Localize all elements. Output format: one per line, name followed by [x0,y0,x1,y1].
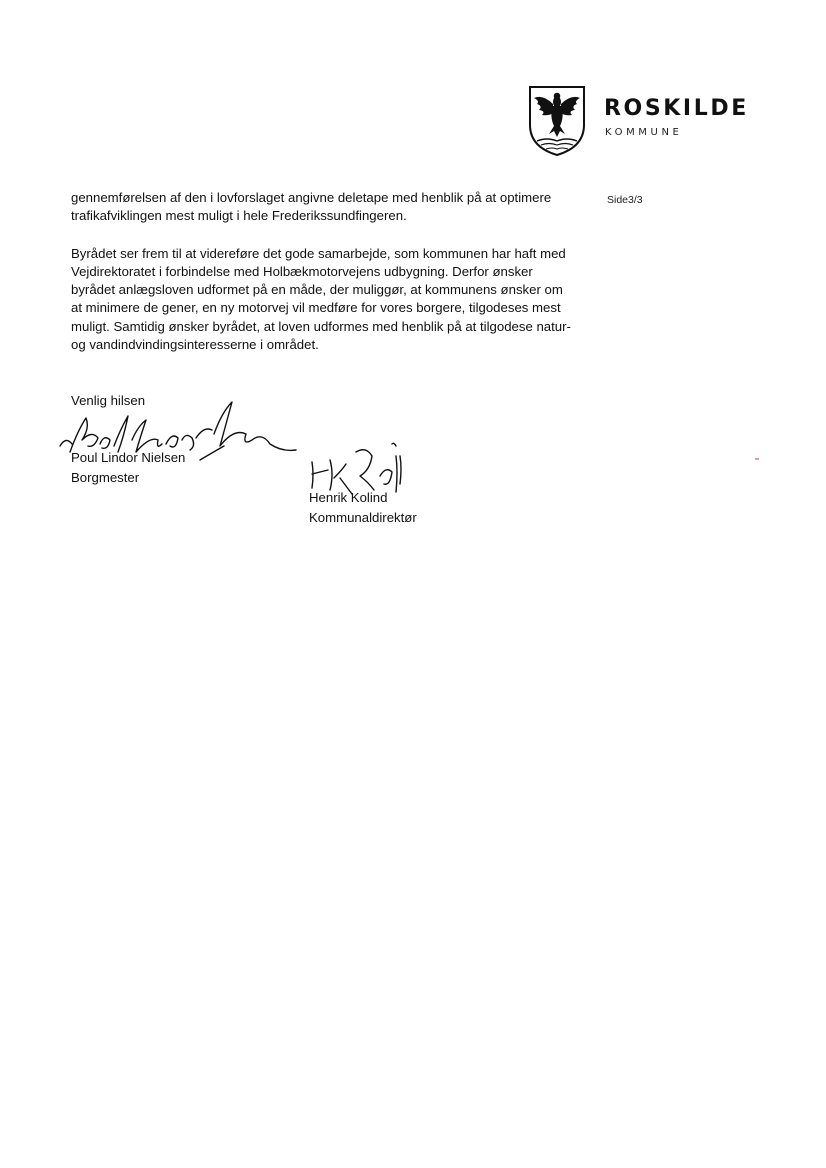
text-line: muligt. Samtidig ønsker byrådet, at loven udformes med henblik på at tilgodese natur- [71,318,571,334]
paragraph-1 [71,189,591,226]
text-line: Byrådet ser frem til at videreføre det gode samarbejde, som kommunen har haft med [71,245,566,261]
signatory-name: Henrik Kolind [309,490,388,505]
text-line: og vandindvindingsinteresserne i området. [71,337,319,353]
signatory-title: Kommunaldirektør [309,509,417,525]
scan-speck [755,458,759,460]
paragraph-2 [71,245,591,355]
letterhead [527,85,767,160]
signatory-title: Borgmester [71,469,140,485]
organization-name: ROSKILDE [604,96,749,121]
signatory-director [309,488,417,527]
text-line: at minimere de gener, en ny motorvej vil medføre for vores borgere, tilgodeses mest [71,300,561,316]
signature-director [312,443,401,494]
text-line: trafikafviklingen mest muligt i hele Frederikssundfingeren. [71,208,407,224]
eagle-coat-of-arms-icon [527,85,587,157]
signatory-name: Poul Lindor Nielsen [71,450,186,465]
text-line: gennemførelsen af den i lovforslaget angivne deletape med henblik på at optimere [71,190,552,205]
text-line: Vejdirektoratet i forbindelse med Holbækmotorvejens udbygning. Derfor ønsker [71,263,533,279]
page-number: Side3/3 [607,194,643,206]
letter-body [71,189,591,354]
organization-subtitle: KOMMUNE [605,127,683,138]
signatory-mayor [71,448,185,487]
text-line: byrådet anlægsloven udformet på en måde, der muliggør, at kommunens ønsker om [71,282,563,298]
closing-greeting: Venlig hilsen [71,393,146,408]
